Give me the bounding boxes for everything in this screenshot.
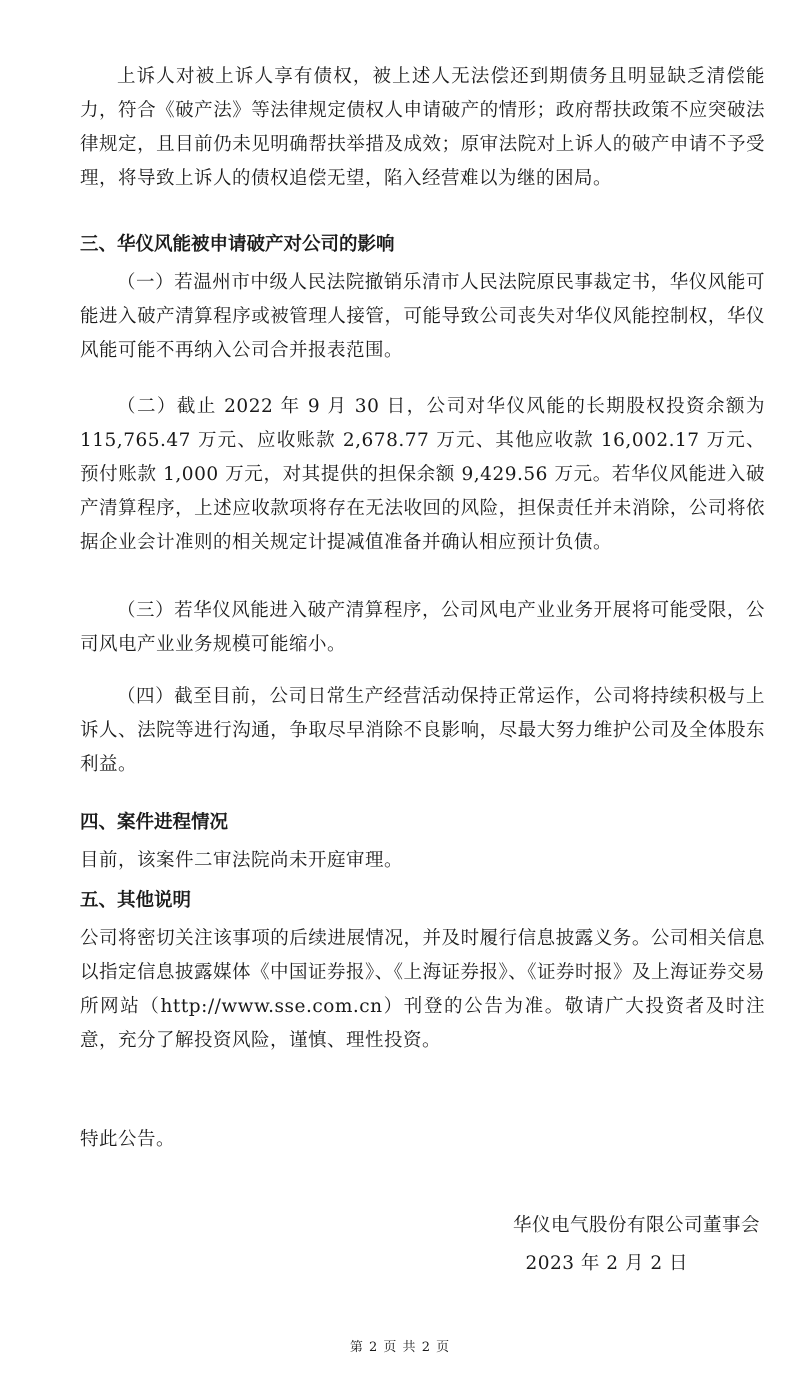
section-3-item-4: （四）截至目前，公司日常生产经营活动保持正常运作，公司将持续积极与上诉人、法院等进行沟通，争取尽早消除不良影响，尽最大努力维护公司及全体股东利益。 xyxy=(80,686,765,775)
section-3-heading: 三、华仪风能被申请破产对公司的影响 xyxy=(80,234,395,255)
section-5-text: 公司将密切关注该事项的后续进展情况，并及时履行信息披露义务。公司相关信息以指定信息披露媒体《中国证券报》、《上海证券报》、《证券时报》及上海证券交易所网站（http://www.sse.com.cn）刊登的公告为准。敬请广大投资者及时注意，充分了解投资风险，谨慎、理性投资。 xyxy=(80,928,766,1051)
section-3-item-3: （三）若华仪风能进入破产清算程序，公司风电产业业务开展将可能受限，公司风电产业业务规模可能缩小。 xyxy=(80,600,765,655)
page-number-footer: 第 2 页 共 2 页 xyxy=(349,1340,451,1355)
section-4-text: 目前，该案件二审法院尚未开庭审理。 xyxy=(80,850,404,871)
section-4-heading: 四、案件进程情况 xyxy=(80,812,229,833)
signature-date: 2023 年 2 月 2 日 xyxy=(525,1253,688,1274)
company-signature: 华仪电气股份有限公司董事会 xyxy=(512,1215,760,1236)
closing-statement: 特此公告。 xyxy=(80,1129,176,1150)
section-3-item-1: （一）若温州市中级人民法院撤销乐清市人民法院原民事裁定书，华仪风能可能进入破产清算程序或被管理人接管，可能导致公司丧失对华仪风能控制权，华仪风能可能不再纳入公司合并报表范围。 xyxy=(80,272,765,361)
section-5-heading: 五、其他说明 xyxy=(80,890,192,911)
intro-paragraph: 上诉人对被上诉人享有债权，被上述人无法偿还到期债务且明显缺乏清偿能力，符合《破产法》等法律规定债权人申请破产的情形；政府帮扶政策不应突破法律规定，且目前仍未见明确帮扶举措及成效；原审法院对上诉人的破产申请不予受理，将导致上诉人的债权追偿无望，陷入经营难以为继的困局。 xyxy=(80,66,765,189)
section-3-item-2: （二）截止 2022 年 9 月 30 日，公司对华仪风能的长期股权投资余额为 115,765.47 万元、应收账款 2,678.77 万元、其他应收款 16,002.17 万元、预付账款 1,000 万元，对其提供的担保余额 9,429.56 万元。若华仪风能进入破产清算程序，上述应收款项将存在无法收回的风险，担保责任并未消除，公司将依据企业会计准则的相关规定计提减值准备并确认相应预计负债。 xyxy=(80,396,765,553)
